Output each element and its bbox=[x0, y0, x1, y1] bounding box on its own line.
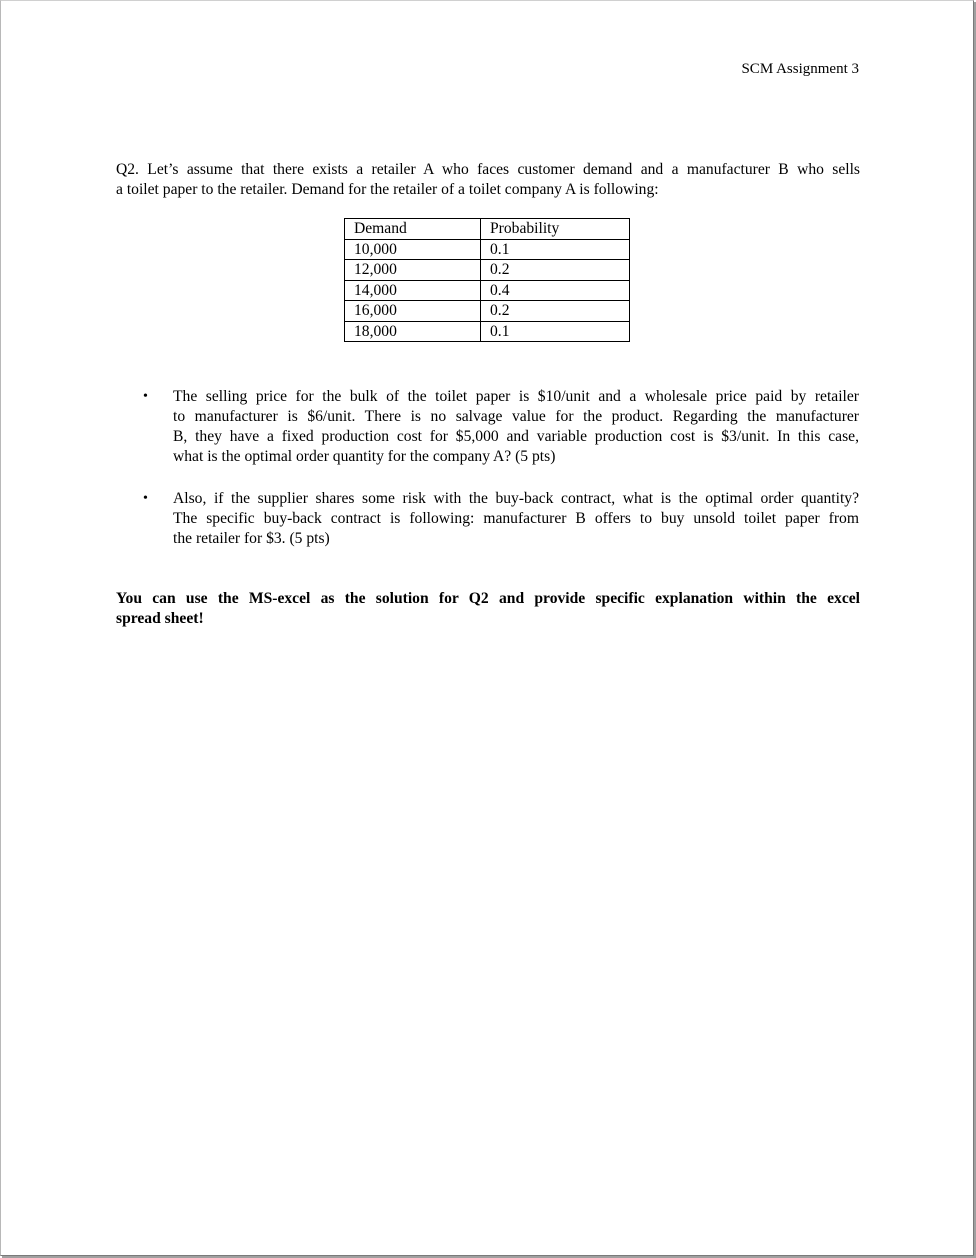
question-intro bbox=[116, 160, 860, 200]
table-row bbox=[345, 239, 630, 260]
table-header-cell: Probability bbox=[481, 219, 630, 240]
bullet-line: to manufacturer is $6/unit. There is no salvage value for the product. Regarding the manufacturer bbox=[173, 408, 859, 425]
table-cell: 0.1 bbox=[481, 321, 630, 342]
table-header-row bbox=[345, 219, 630, 240]
table-row bbox=[345, 301, 630, 322]
table-cell: 16,000 bbox=[345, 301, 481, 322]
bullet-item bbox=[173, 387, 859, 467]
excel-instruction-note bbox=[116, 589, 860, 629]
table-cell: 0.2 bbox=[481, 260, 630, 281]
bullet-line: The selling price for the bulk of the toilet paper is $10/unit and a wholesale price paid by retailer bbox=[173, 388, 859, 405]
bullet-line: what is the optimal order quantity for the company A? (5 pts) bbox=[173, 448, 556, 465]
table-header-cell: Demand bbox=[345, 219, 481, 240]
table-row bbox=[345, 321, 630, 342]
table-cell: 12,000 bbox=[345, 260, 481, 281]
question-intro-line: a toilet paper to the retailer. Demand for the retailer of a toilet company A is following: bbox=[116, 181, 659, 198]
table-row bbox=[345, 280, 630, 301]
page-header: SCM Assignment 3 bbox=[741, 61, 859, 77]
table-row bbox=[345, 260, 630, 281]
demand-probability-table bbox=[344, 218, 630, 342]
table-cell: 18,000 bbox=[345, 321, 481, 342]
bullet-icon: • bbox=[143, 389, 148, 404]
table-cell: 0.4 bbox=[481, 280, 630, 301]
table-cell: 14,000 bbox=[345, 280, 481, 301]
bullet-line: B, they have a fixed production cost for $5,000 and variable production cost is $3/unit. In this case, bbox=[173, 428, 859, 445]
table-cell: 0.1 bbox=[481, 239, 630, 260]
table-cell: 0.2 bbox=[481, 301, 630, 322]
question-intro-line: Q2. Let’s assume that there exists a retailer A who faces customer demand and a manufacturer B who sells bbox=[116, 161, 860, 178]
bullet-icon: • bbox=[143, 491, 148, 506]
bullet-line: Also, if the supplier shares some risk with the buy-back contract, what is the optimal order quantity? bbox=[173, 490, 859, 507]
bullet-line: the retailer for $3. (5 pts) bbox=[173, 530, 330, 547]
note-line: You can use the MS-excel as the solution for Q2 and provide specific explanation within the excel bbox=[116, 590, 860, 607]
table-cell: 10,000 bbox=[345, 239, 481, 260]
note-line: spread sheet! bbox=[116, 610, 204, 627]
bullet-item bbox=[173, 489, 859, 549]
bullet-line: The specific buy-back contract is following: manufacturer B offers to buy unsold toilet paper from bbox=[173, 510, 859, 527]
